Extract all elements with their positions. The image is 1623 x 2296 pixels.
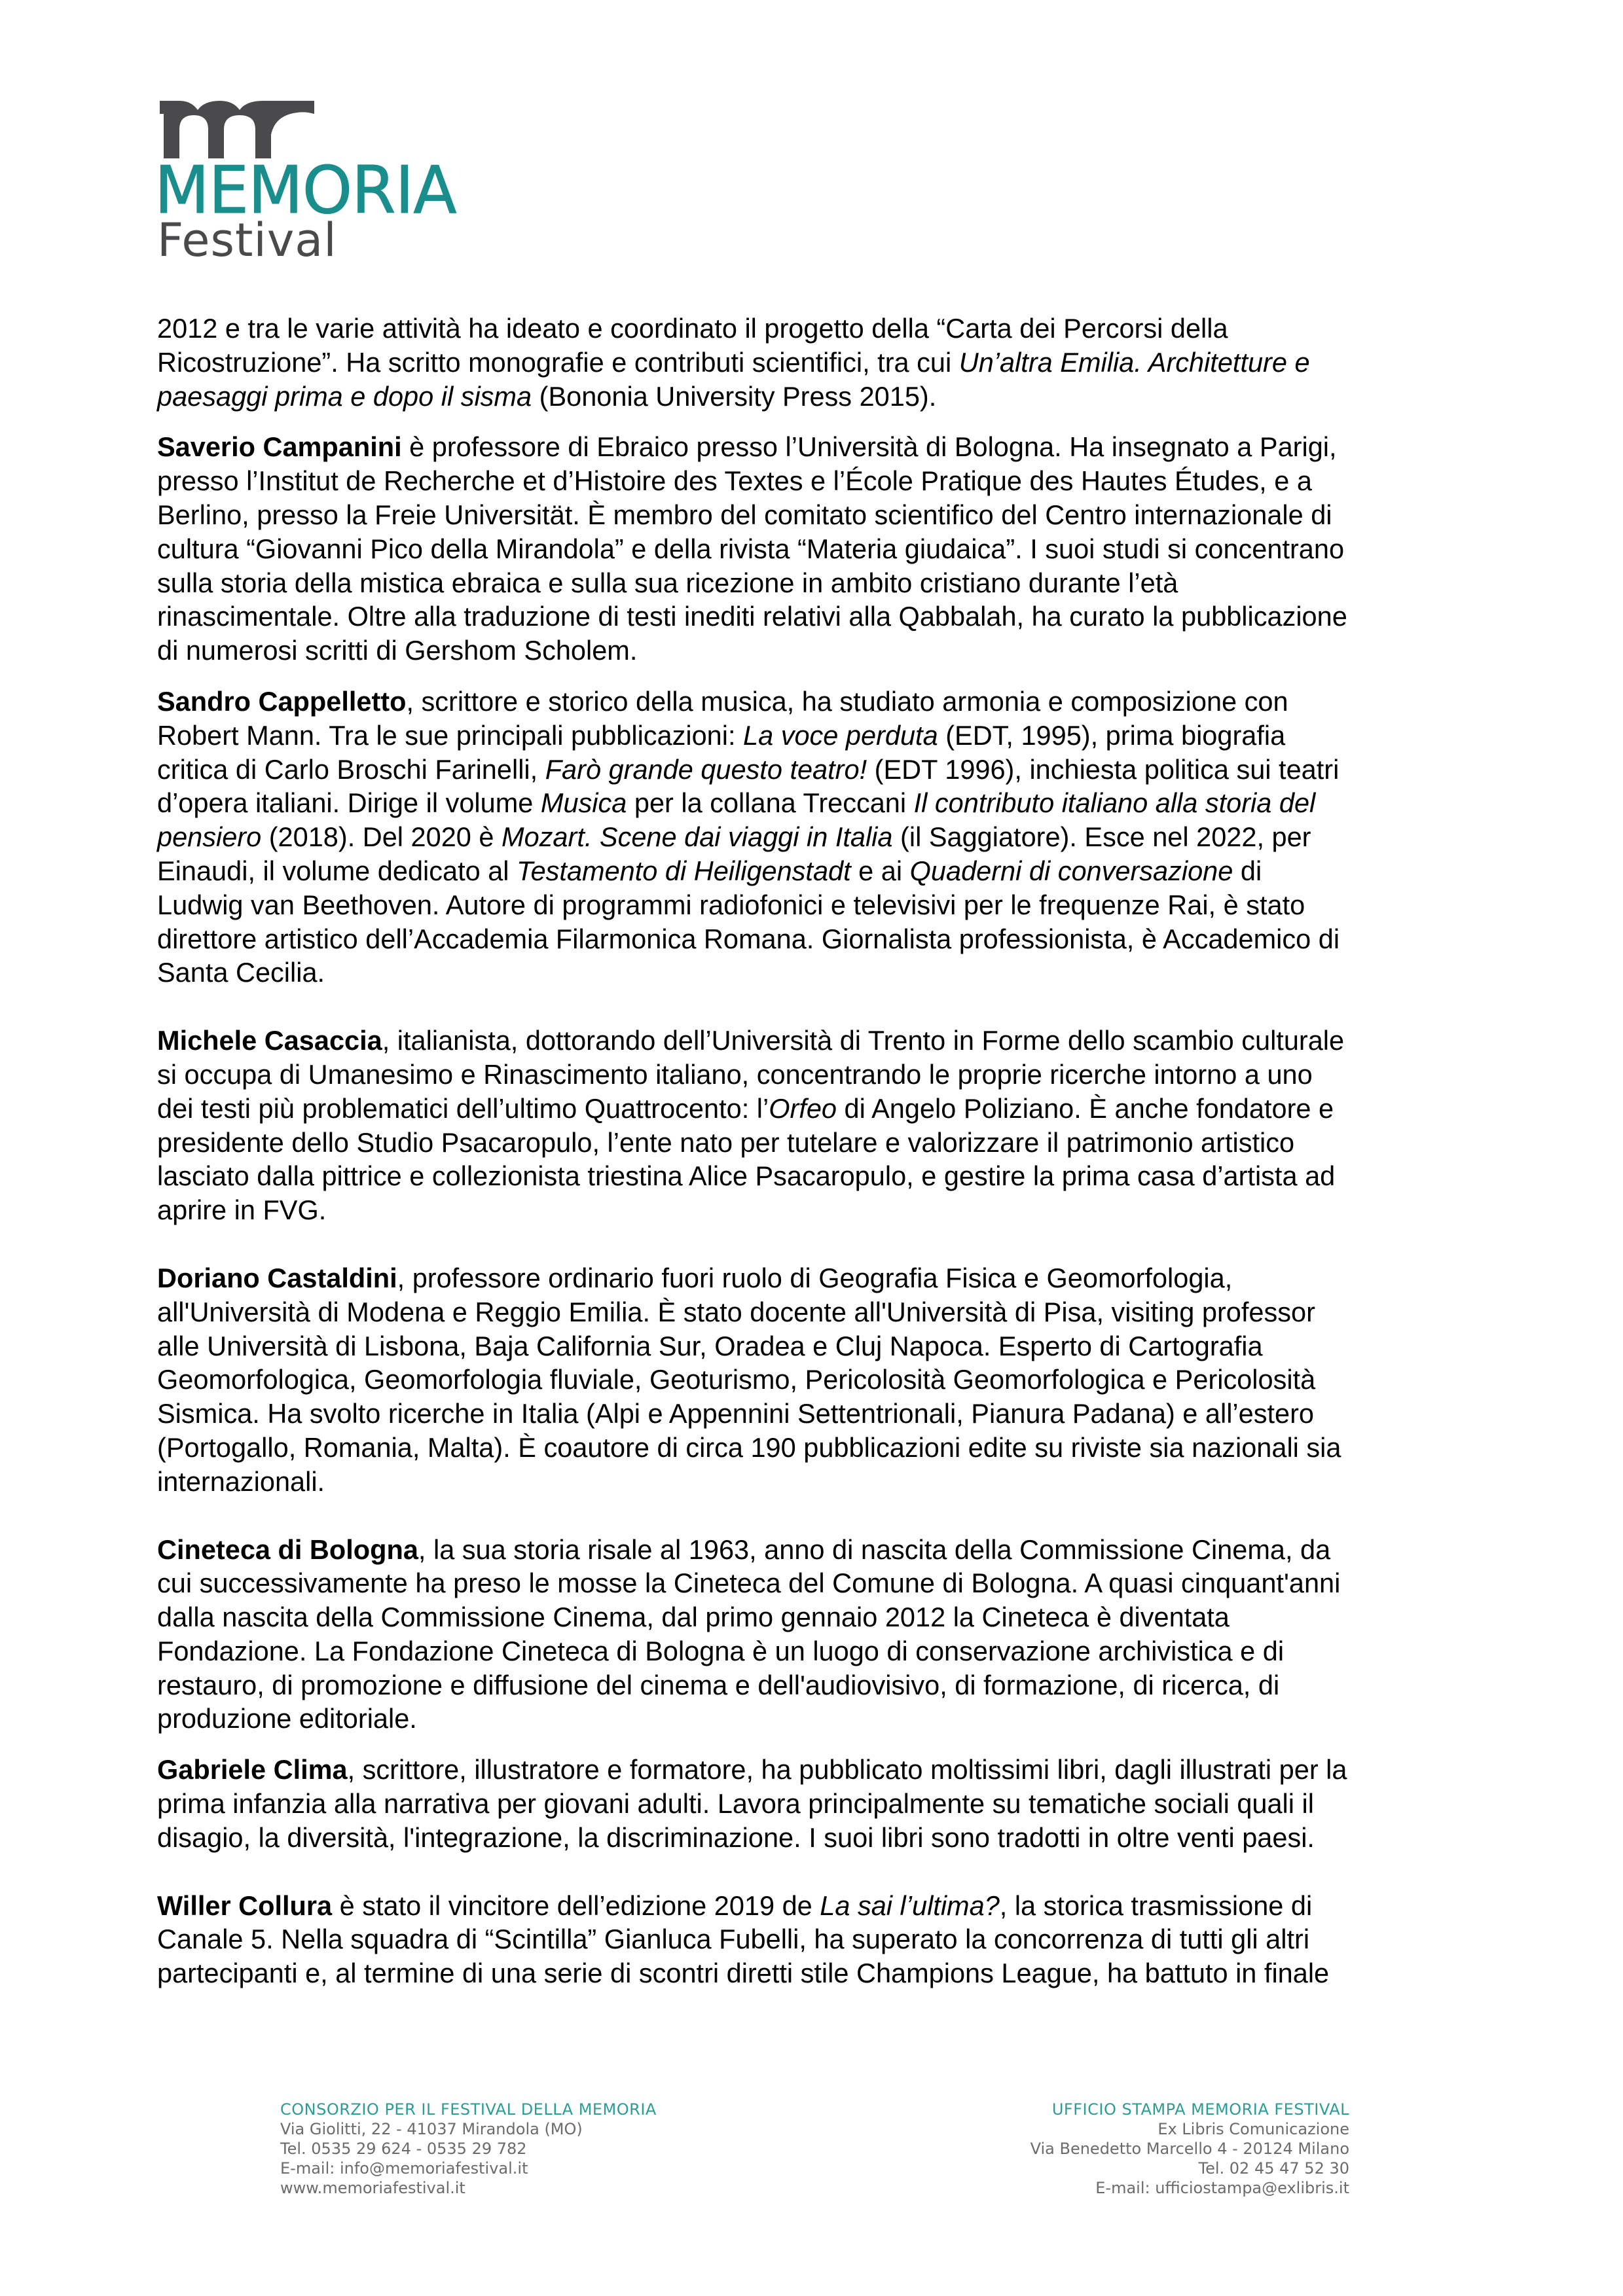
text-run: , professore ordinario fuori ruolo di Geografia Fisica e Geomorfologia, [397, 1262, 1233, 1293]
work-title: Orfeo [769, 1092, 837, 1124]
text-run: alle Università di Lisbona, Baja California Sur, Oradea e Cluj Napoca. Esperto di Cartografia [157, 1330, 1263, 1361]
text-line [157, 1668, 1473, 1702]
person-name: Gabriele Clima [157, 1754, 348, 1785]
text-run: lasciato dalla pittrice e collezionista triestina Alice Psacaropulo, e gestire la prima casa d’artista ad [157, 1160, 1336, 1192]
text-line [157, 1889, 1473, 1923]
text-line [157, 1024, 1473, 1058]
text-line [157, 1566, 1473, 1600]
memoria-festival-logo [155, 97, 482, 267]
paragraph-gap [157, 413, 1473, 430]
work-title: La voce perduta [743, 719, 938, 751]
work-title: Un’altra Emilia. Architetture e [958, 346, 1310, 378]
text-line [157, 1295, 1473, 1329]
text-line [157, 786, 1473, 820]
footer-consortium-address: Via Giolitti, 22 - 41037 Mirandola (MO) [280, 2120, 583, 2138]
paragraph-continuation [157, 312, 1473, 413]
page-footer [0, 2088, 1623, 2212]
text-line [157, 1533, 1473, 1567]
text-run: (EDT 1996), inchiesta politica sui teatri [867, 753, 1340, 785]
text-line [157, 380, 1473, 414]
text-run: di [1233, 855, 1262, 886]
bio-sandro-cappelletto [157, 685, 1473, 990]
text-line [157, 464, 1473, 498]
bio-saverio-campanini [157, 430, 1473, 668]
text-line [157, 1397, 1473, 1431]
text-run: Geomorfologica, Geomorfologia fluviale, Geoturismo, Pericolosità Geomorfologica e Pericolosità [157, 1364, 1316, 1395]
text-line [157, 1600, 1473, 1634]
paragraph-gap [157, 1736, 1473, 1753]
bio-doriano-castaldini [157, 1261, 1473, 1499]
paragraph-gap [157, 990, 1473, 1024]
work-title: Testamento di Heiligenstadt [517, 855, 851, 886]
person-name: Michele Casaccia [157, 1025, 382, 1056]
logo-wordmark: MEMORIA [155, 152, 456, 228]
text-run: (EDT, 1995), prima biografia [938, 719, 1286, 751]
footer-press-title: UFFICIO STAMPA MEMORIA FESTIVAL [1051, 2100, 1349, 2119]
text-run: direttore artistico dell’Accademia Filarmonica Romana. Giornalista professionista, è Accademico di [157, 923, 1340, 954]
text-run: critica di Carlo Broschi Farinelli, [157, 753, 545, 785]
text-line [157, 532, 1473, 566]
work-title: pensiero [157, 821, 262, 853]
text-run: , scrittore e storico della musica, ha studiato armonia e composizione con [406, 685, 1288, 717]
document-body [157, 312, 1473, 1990]
text-line [157, 430, 1473, 464]
text-run: cultura “Giovanni Pico della Mirandola” e della rivista “Materia giudaica”. I suoi studi si concentrano [157, 533, 1345, 564]
work-title: Farò grande questo teatro! [545, 753, 867, 785]
text-run: , scrittore, illustratore e formatore, ha pubblicato moltissimi libri, dagli illustrati per la [347, 1754, 1347, 1785]
text-run: Einaudi, il volume dedicato al [157, 855, 517, 886]
text-run: (2018). Del 2020 è [261, 821, 502, 853]
text-run: 2012 e tra le varie attività ha ideato e coordinato il progetto della “Carta dei Percorsi della [157, 313, 1228, 344]
text-run: Berlino, presso la Freie Universität. È membro del comitato scientifico del Centro internazionale di [157, 499, 1332, 530]
text-line [157, 1753, 1473, 1787]
text-line [157, 1261, 1473, 1295]
text-run: Sismica. Ha svolto ricerche in Italia (Alpi e Appennini Settentrionali, Pianura Padana) e all’estero [157, 1398, 1314, 1429]
text-run: di Angelo Poliziano. È anche fondatore e [837, 1092, 1334, 1124]
text-run: Ludwig van Beethoven. Autore di programmi radiofonici e televisivi per le frequenze Rai, è stato [157, 889, 1305, 920]
text-line [157, 1193, 1473, 1227]
work-title: Il contributo italiano alla storia del [913, 787, 1316, 819]
text-run: (il Saggiatore). Esce nel 2022, per [892, 821, 1311, 853]
text-run: presidente dello Studio Psacaropulo, l’ente nato per tutelare e valorizzare il patrimonio artistico [157, 1126, 1295, 1158]
person-name: Cineteca di Bologna [157, 1534, 418, 1565]
text-line [157, 1634, 1473, 1668]
person-name: Sandro Cappelletto [157, 685, 407, 717]
bio-cineteca-di-bologna [157, 1533, 1473, 1736]
text-line [157, 498, 1473, 532]
text-run: rinascimentale. Oltre alla traduzione di testi inediti relativi alla Qabbalah, ha curato la pubblicazione [157, 601, 1347, 632]
text-line [157, 1787, 1473, 1821]
text-run: , italianista, dottorando dell’Università di Trento in Forme dello scambio culturale [382, 1025, 1345, 1056]
text-line [157, 1329, 1473, 1363]
text-run: e ai [850, 855, 910, 886]
text-line [157, 922, 1473, 956]
paragraph-gap [157, 1227, 1473, 1261]
footer-press-email[interactable]: E-mail: ufficiostampa@exlibris.it [1095, 2179, 1349, 2197]
text-line [157, 956, 1473, 990]
paragraph-gap [157, 1855, 1473, 1889]
text-run: aprire in FVG. [157, 1194, 327, 1226]
text-line [157, 1465, 1473, 1499]
text-run: partecipanti e, al termine di una serie di scontri diretti stile Champions League, ha battuto in finale [157, 1958, 1330, 1989]
text-run: (Bononia University Press 2015). [532, 380, 937, 412]
text-line [157, 600, 1473, 634]
text-line [157, 685, 1473, 719]
text-run: all'Università di Modena e Reggio Emilia. È stato docente all'Università di Pisa, visiting professor [157, 1296, 1315, 1327]
text-line [157, 854, 1473, 888]
text-line [157, 1922, 1473, 1956]
text-line [157, 1431, 1473, 1465]
text-run: disagio, la diversità, l'integrazione, la discriminazione. I suoi libri sono tradotti in oltre venti paesi. [157, 1821, 1315, 1853]
footer-press-company: Ex Libris Comunicazione [1158, 2120, 1349, 2138]
text-line [157, 1702, 1473, 1736]
work-title: Mozart. Scene dai viaggi in Italia [501, 821, 893, 853]
text-line [157, 1363, 1473, 1397]
work-title: La sai l’ultima? [820, 1890, 1000, 1921]
work-title: paesaggi prima e dopo il sisma [157, 380, 532, 412]
footer-consortium-title: CONSORZIO PER IL FESTIVAL DELLA MEMORIA [280, 2100, 657, 2119]
text-run: , la storica trasmissione di [999, 1890, 1313, 1921]
text-run: Robert Mann. Tra le sue principali pubblicazioni: [157, 719, 744, 751]
text-line [157, 753, 1473, 787]
bio-michele-casaccia [157, 1024, 1473, 1227]
text-line [157, 820, 1473, 854]
text-run: prima infanzia alla narrativa per giovani adulti. Lavora principalmente su tematiche sociali quali il [157, 1788, 1314, 1820]
work-title: Quaderni di conversazione [909, 855, 1233, 886]
text-line [157, 634, 1473, 668]
text-run: d’opera italiani. Dirige il volume [157, 787, 541, 819]
text-line [157, 1159, 1473, 1193]
mm-arches-icon [160, 97, 314, 160]
text-run: si occupa di Umanesimo e Rinascimento italiano, concentrando le proprie ricerche intorno a uno [157, 1058, 1313, 1090]
footer-consortium-contact [280, 2100, 657, 2198]
text-run: è stato il vincitore dell’edizione 2019 de [332, 1890, 820, 1921]
text-run: Santa Cecilia. [157, 957, 325, 988]
text-line [157, 719, 1473, 753]
bio-willer-collura [157, 1889, 1473, 1990]
text-run: è professore di Ebraico presso l’Università di Bologna. Ha insegnato a Parigi, [401, 431, 1337, 463]
text-line [157, 1092, 1473, 1126]
footer-press-address: Via Benedetto Marcello 4 - 20124 Milano [1030, 2140, 1349, 2158]
work-title: Musica [540, 787, 627, 819]
text-run: Fondazione. La Fondazione Cineteca di Bologna è un luogo di conservazione archivistica e di [157, 1635, 1285, 1666]
text-run: dalla nascita della Commissione Cinema, dal primo gennaio 2012 la Cineteca è diventata [157, 1602, 1230, 1633]
text-run: Canale 5. Nella squadra di “Scintilla” Gianluca Fubelli, ha superato la concorrenza di tutti gli altri [157, 1924, 1310, 1955]
text-run: cui successivamente ha preso le mosse la Cineteca del Comune di Bologna. A quasi cinquant'anni [157, 1568, 1341, 1599]
footer-consortium-email[interactable]: E-mail: info@memoriafestival.it [280, 2159, 528, 2178]
footer-press-office-contact [1030, 2100, 1349, 2198]
text-run: restauro, di promozione e diffusione del cinema e dell'audiovisivo, di formazione, di ricerca, di [157, 1669, 1280, 1700]
paragraph-gap [157, 1499, 1473, 1533]
text-line [157, 1821, 1473, 1855]
paragraph-gap [157, 668, 1473, 685]
bio-gabriele-clima [157, 1753, 1473, 1854]
footer-press-phone: Tel. 02 45 47 52 30 [1198, 2159, 1349, 2178]
text-line [157, 346, 1473, 380]
text-line [157, 1126, 1473, 1160]
logo-subtitle: Festival [157, 213, 337, 267]
text-line [157, 566, 1473, 600]
text-run: di numerosi scritti di Gershom Scholem. [157, 635, 638, 666]
text-line [157, 888, 1473, 922]
text-line [157, 1058, 1473, 1092]
person-name: Saverio Campanini [157, 431, 402, 463]
footer-consortium-website[interactable]: www.memoriafestival.it [280, 2179, 465, 2197]
text-run: (Portogallo, Romania, Malta). È coautore di circa 190 pubblicazioni edite su riviste sia nazionali sia [157, 1431, 1341, 1463]
text-run: , la sua storia risale al 1963, anno di nascita della Commissione Cinema, da [418, 1534, 1331, 1565]
text-run: dei testi più problematici dell’ultimo Quattrocento: l’ [157, 1092, 769, 1124]
text-line [157, 1956, 1473, 1990]
person-name: Willer Collura [157, 1890, 333, 1921]
text-run: produzione editoriale. [157, 1703, 417, 1734]
text-line [157, 312, 1473, 346]
footer-consortium-phone: Tel. 0535 29 624 - 0535 29 782 [280, 2140, 527, 2158]
text-run: sulla storia della mistica ebraica e sulla sua ricezione in ambito cristiano durante l’età [157, 567, 1178, 598]
person-name: Doriano Castaldini [157, 1262, 397, 1293]
text-run: per la collana Treccani [627, 787, 914, 819]
text-run: internazionali. [157, 1465, 325, 1497]
text-run: Ricostruzione”. Ha scritto monografie e contributi scientifici, tra cui [157, 346, 959, 378]
text-run: presso l’Institut de Recherche et d’Histoire des Textes e l’École Pratique des Hautes Études, e a [157, 465, 1312, 497]
